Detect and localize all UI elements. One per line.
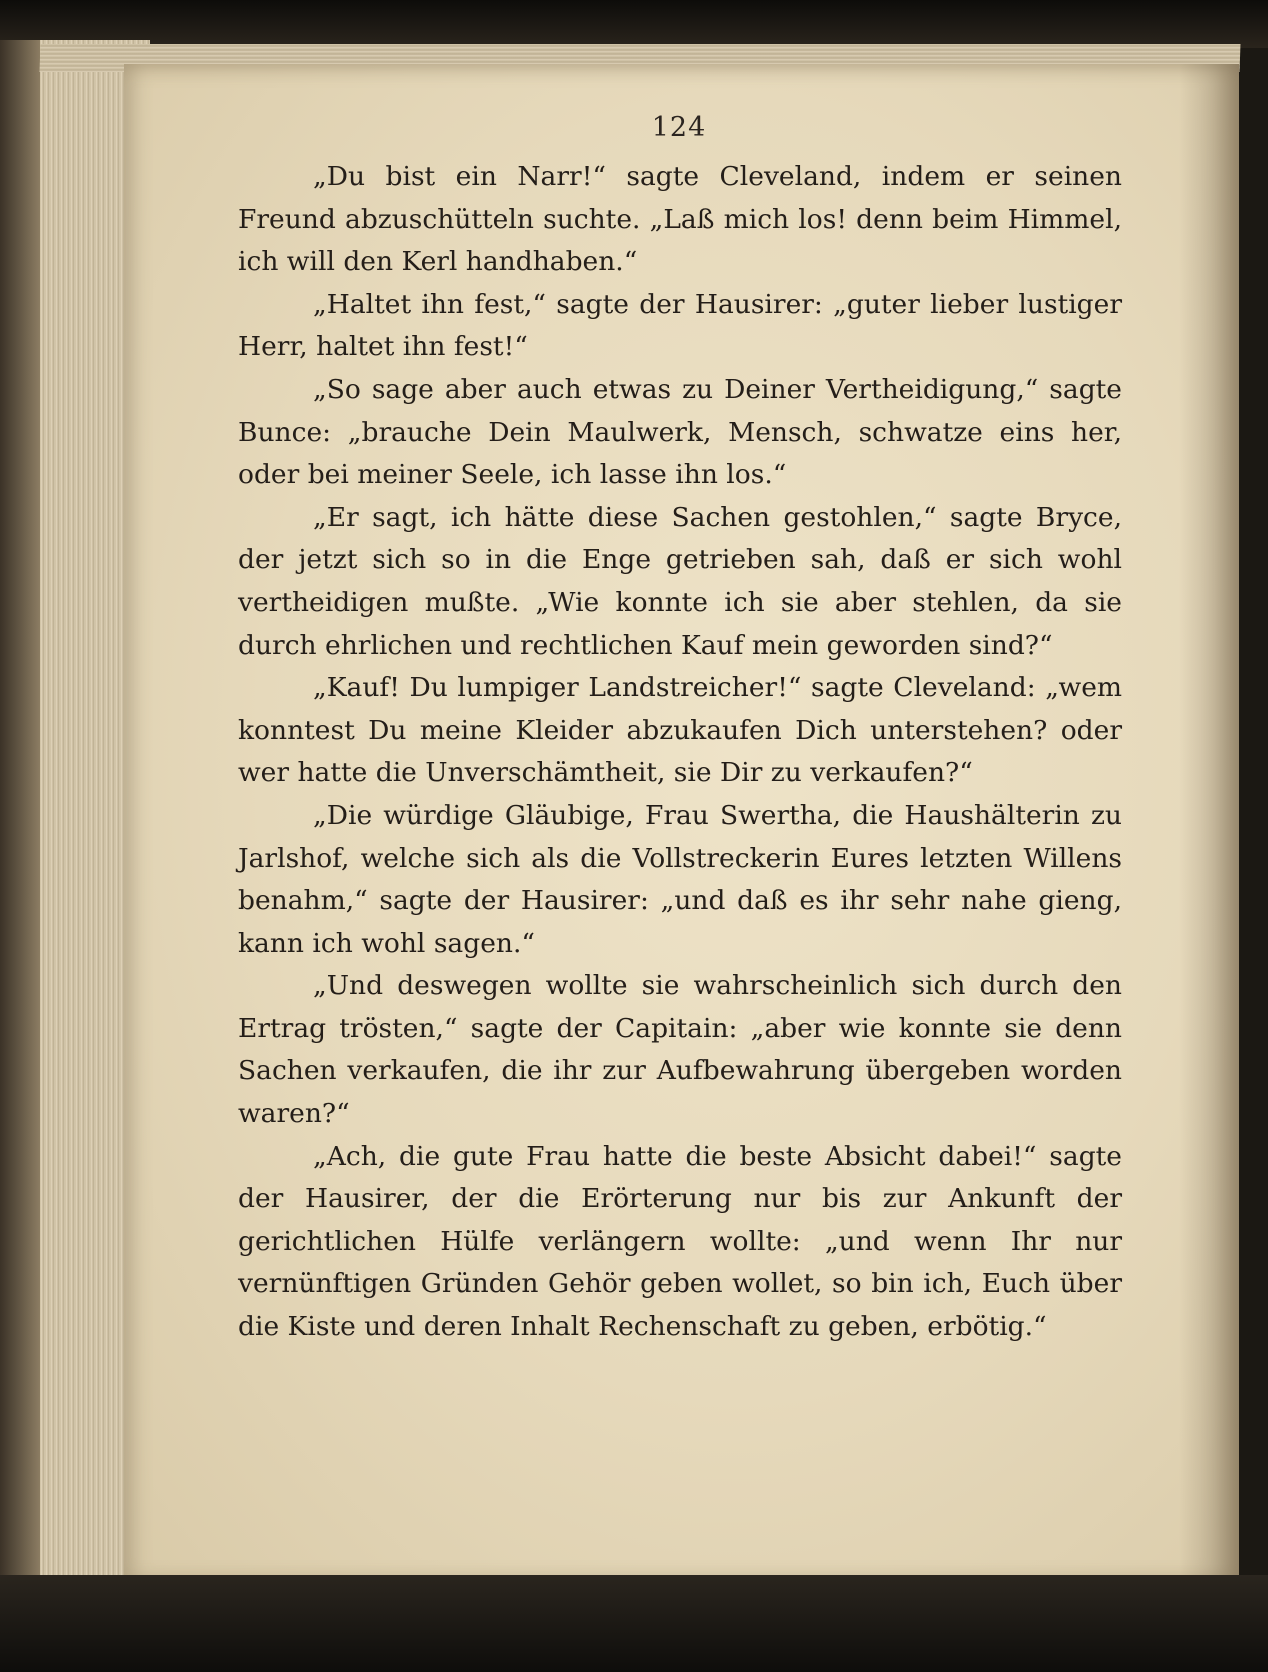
paragraph: „Die würdige Gläubige, Frau Swertha, die Haushälterin zu Jarlshof, welche sich als die Vollstreckerin Eures letzten Willens benahm,“ sagte der Hausirer: „und daß es ihr sehr nahe gieng, kann ich wohl sagen.“ [238,799,1122,959]
paragraph: „Du bist ein Narr!“ sagte Cleveland, indem er seinen Freund abzuschütteln suchte. „Laß mich los! denn beim Himmel, ich will den Kerl handhaben.“ [238,161,1122,278]
page-number: 124 [651,112,707,143]
paragraph: „Und deswegen wollte sie wahrscheinlich sich durch den Ertrag trösten,“ sagte der Capitain: „aber wie konnte sie denn Sachen verkaufen, die ihr zur Aufbewahrung übergeben worden waren?“ [238,970,1122,1130]
paragraph: „So sage aber auch etwas zu Deiner Vertheidigung,“ sagte Bunce: „brauche Dein Maulwerk, Mensch, schwatze eins her, oder bei meiner Seele, ich lasse ihn los.“ [238,373,1122,491]
book-binding-edge [0,40,40,1580]
page-body [238,156,1122,1349]
book-cover-bottom [0,1575,1268,1672]
paragraph: „Er sagt, ich hätte diese Sachen gestohlen,“ sagte Bryce, der jetzt sich so in die Enge getrieben sah, daß er sich wohl vertheidigen mußte. „Wie konnte ich sie aber stehlen, da sie durch ehrlichen und rechtlichen Kauf mein geworden sind?“ [238,501,1122,661]
paragraph: „Ach, die gute Frau hatte die beste Absicht dabei!“ sagte der Hausirer, der die Erörterung nur bis zur Ankunft der gerichtlichen Hülfe verlängern wollte: „und wenn Ihr nur vernünftigen Gründen Gehör geben wollet, so bin ich, Euch über die Kiste und deren Inhalt Rechenschaft zu geben, erbötig.“ [238,1140,1122,1343]
book-cover-top [0,0,1268,48]
paragraph: „Kauf! Du lumpiger Landstreicher!“ sagte Cleveland: „wem konntest Du meine Kleider abzukaufen Dich unterstehen? oder wer hatte die Unverschämtheit, sie Dir zu verkaufen?“ [238,672,1122,789]
paragraph: „Haltet ihn fest,“ sagte der Hausirer: „guter lieber lustiger Herr, haltet ihn fest!“ [238,288,1122,363]
book-page [124,64,1239,1584]
spine-shadow [1179,64,1239,1584]
